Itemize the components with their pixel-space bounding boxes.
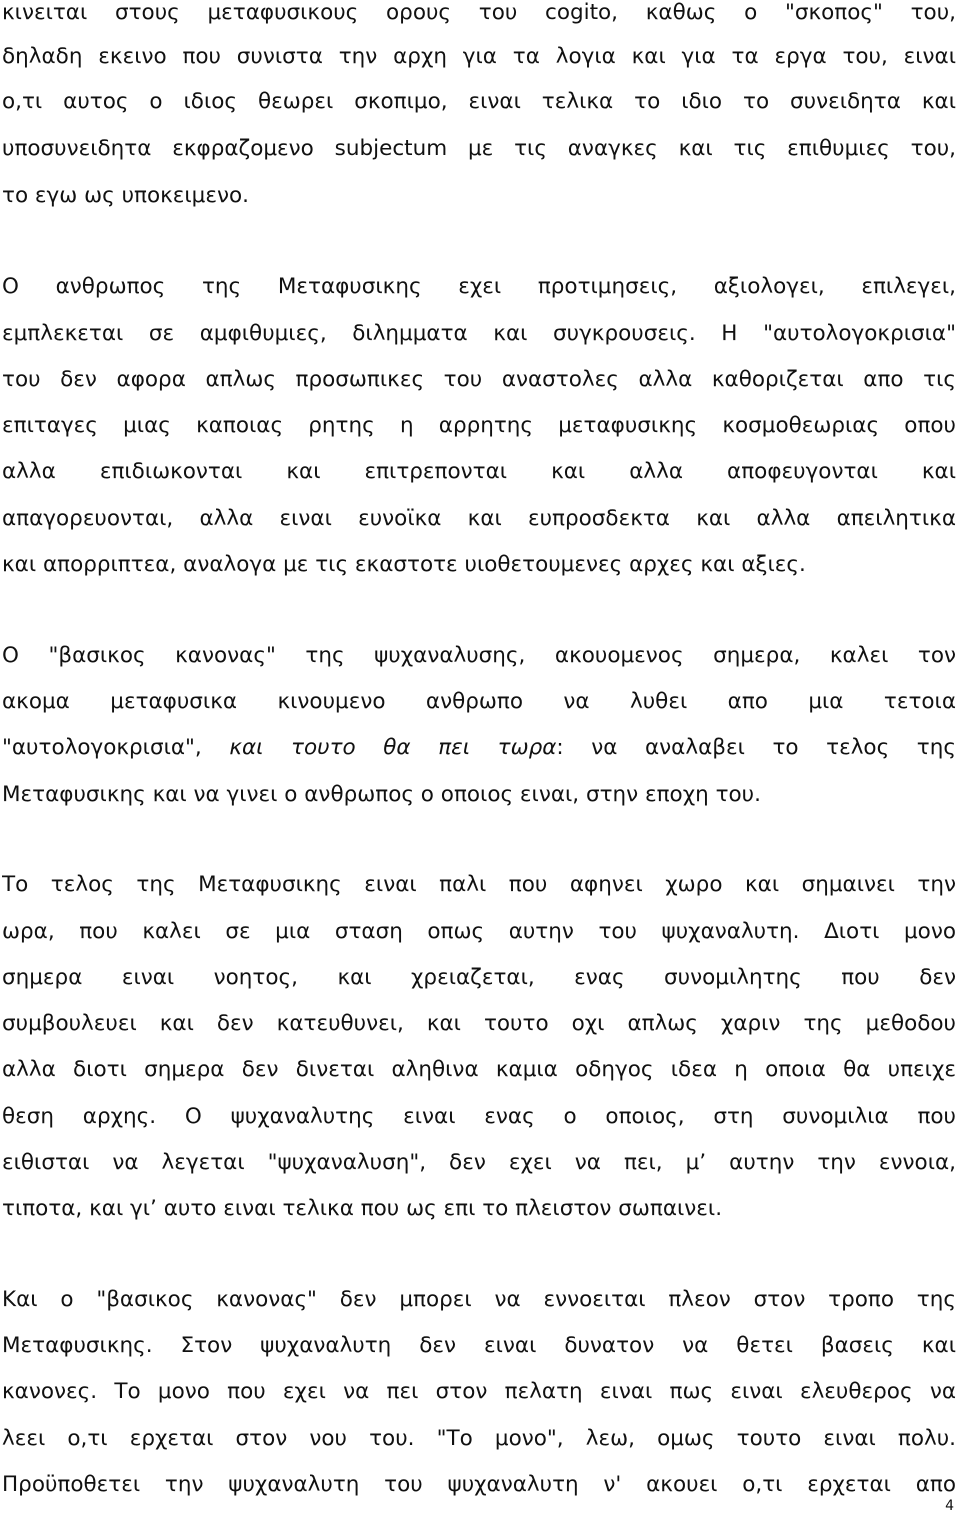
text-line: θεση αρχης. Ο ψυχαναλυτης ειναι ενας ο οποιος, στη συνομιλια που xyxy=(2,1104,956,1129)
text-line: αλλα διοτι σημερα δεν δινεται αληθινα καμια οδηγος ιδεα η οποια θα υπειχε xyxy=(2,1057,956,1082)
text-line: κανονες. Το μονο που εχει να πει στον πελατη ειναι πως ειναι ελευθερος να xyxy=(2,1379,956,1404)
text-line: το εγω ως υποκειμενο. xyxy=(2,183,249,208)
text-line: σημερα ειναι νοητος, και χρειαζεται, ενας συνομιλητης που δεν xyxy=(2,965,956,990)
text-line: επιταγες μιας καποιας ρητης η αρρητης μεταφυσικης κοσμοθεωριας οπου xyxy=(2,413,956,438)
text-line: λεει ο,τι ερχεται στον νου του. "Το μονο", λεω, ομως τουτο ειναι πολυ. xyxy=(2,1426,956,1451)
text-line: απαγορευονται, αλλα ειναι ευνοϊκα και ευπροσδεκτα και αλλα απειλητικα xyxy=(2,506,956,531)
text-line: εμπλεκεται σε αμφιθυμιες, διλημματα και συγκρουσεις. Η "αυτολογοκρισια" xyxy=(2,321,956,346)
text-line: Και ο "βασικος κανονας" δεν μπορει να εννοειται πλεον στον τροπο της xyxy=(2,1287,956,1312)
text-line: και απορριπτεα, αναλογα με τις εκαστοτε υιοθετουμενες αρχες και αξιες. xyxy=(2,552,806,577)
text-line: Ο ανθρωπος της Μεταφυσικης εχει προτιμησεις, αξιολογει, επιλεγει, xyxy=(2,274,956,299)
text-line: Ο "βασικος κανονας" της ψυχαναλυσης, ακουομενος σημερα, καλει τον xyxy=(2,643,956,668)
text-line: υποσυνειδητα εκφραζομενο subjectum με τις αναγκες και τις επιθυμιες του, xyxy=(2,136,956,161)
text-run: : να αναλαβει το τελος της xyxy=(556,735,956,760)
text-line: Μεταφυσικης. Στον ψυχαναλυτη δεν ειναι δυνατον να θετει βασεις και xyxy=(2,1333,956,1358)
text-line: ακομα μεταφυσικα κινουμενο ανθρωπο να λυθει απο μια τετοια xyxy=(2,689,956,714)
text-line: ωρα, που καλει σε μια σταση οπως αυτην του ψυχαναλυτη. Διοτι μονο xyxy=(2,919,956,944)
emphasis-text: και τουτο θα πει τωρα xyxy=(229,735,557,760)
text-line: Προϋποθετει την ψυχαναλυτη του ψυχαναλυτη ν' ακουει ο,τι ερχεται απο xyxy=(2,1472,956,1497)
text-line: κινειται στους μεταφυσικους ορους του cogito, καθως ο "σκοπος" του, xyxy=(2,0,956,25)
text-line: Μεταφυσικης και να γινει ο ανθρωπος ο οποιος ειναι, στην εποχη του. xyxy=(2,782,761,807)
text-line: τιποτα, και γι’ αυτο ειναι τελικα που ως επι το πλειστον σωπαινει. xyxy=(2,1196,723,1221)
page-number: 4 xyxy=(945,1498,954,1514)
text-line: συμβουλευει και δεν κατευθυνει, και τουτο οχι απλως χαριν της μεθοδου xyxy=(2,1011,956,1036)
text-line: ειθισται να λεγεται "ψυχαναλυση", δεν εχει να πει, μ’ αυτην την εννοια, xyxy=(2,1150,956,1175)
text-line: ο,τι αυτος ο ιδιος θεωρει σκοπιμο, ειναι τελικα το ιδιο το συνειδητα και xyxy=(2,89,956,114)
text-run: "αυτολογοκρισια", xyxy=(2,735,230,760)
text-line: Το τελος της Μεταφυσικης ειναι παλι που αφηνει χωρο και σημαινει την xyxy=(2,872,956,897)
text-line: αλλα επιδιωκονται και επιτρεπονται και αλλα αποφευγονται και xyxy=(2,459,956,484)
text-line: του δεν αφορα απλως προσωπικες του αναστολες αλλα καθοριζεται απο τις xyxy=(2,367,956,392)
text-line-with-emphasis xyxy=(2,725,956,771)
text-line: δηλαδη εκεινο που συνιστα την αρχη για τα λογια και για τα εργα του, ειναι xyxy=(2,44,956,69)
